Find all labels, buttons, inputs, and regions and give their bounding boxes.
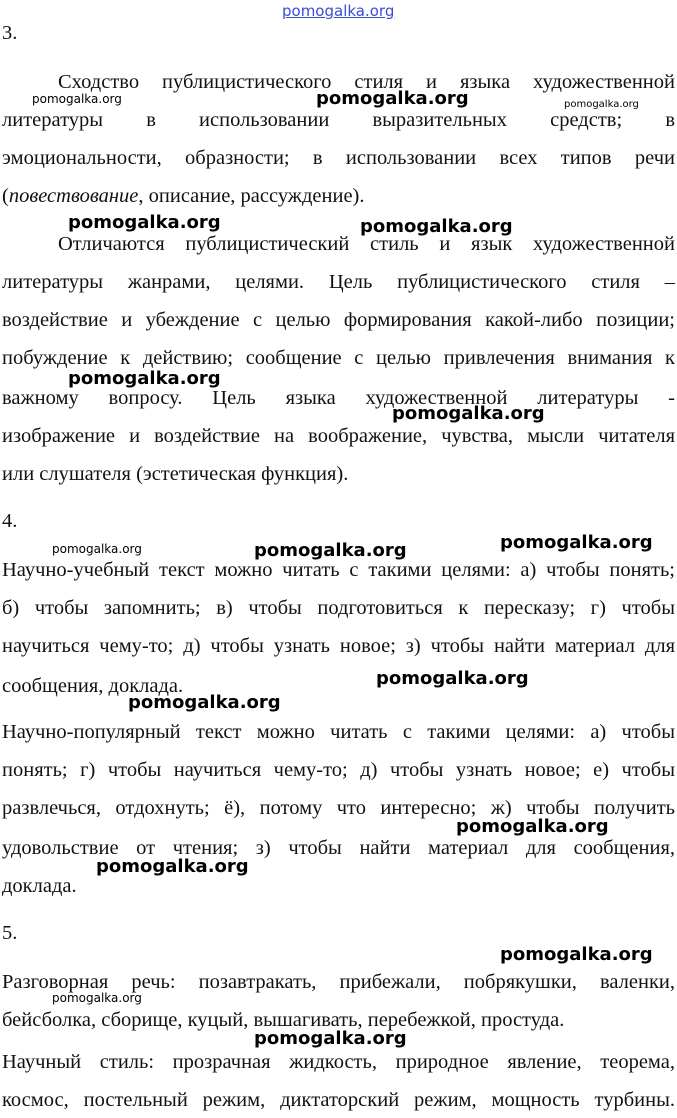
- section-4-number: 4.: [2, 510, 18, 532]
- watermark: pomogalka.org: [456, 816, 609, 837]
- section-4-line-5: Научно-популярный текст можно читать с такими целями: а) чтобы: [2, 721, 675, 743]
- section-3-line-11: или слушателя (эстетическая функция).: [2, 463, 349, 485]
- section-3-line-7: воздействие и убеждение с целью формирования какой-либо позиции;: [2, 309, 675, 331]
- section-3-line-3: эмоциональности, образности; в использовании всех типов речи: [2, 147, 675, 169]
- section-5-line-3: Научный стиль: прозрачная жидкость, природное явление, теорема,: [2, 1051, 675, 1073]
- section-5-number: 5.: [2, 922, 18, 944]
- section-4-line-2: б) чтобы запомнить; в) чтобы подготовиться к пересказу; г) чтобы: [2, 597, 675, 619]
- section-3-line-10: изображение и воздействие на воображение, чувства, мысли читателя: [2, 425, 675, 447]
- section-3-line-2: литературы в использовании выразительных средств; в: [2, 109, 675, 131]
- watermark: pomogalka.org: [500, 944, 653, 965]
- watermark: pomogalka.org: [316, 88, 469, 109]
- watermark: pomogalka.org: [32, 92, 122, 106]
- watermark: pomogalka.org: [68, 368, 221, 389]
- section-5-line-4: космос, постельный режим, диктаторский режим, мощность турбины.: [2, 1089, 675, 1111]
- section-4-line-6: понять; г) чтобы научиться чему-то; д) чтобы узнать новое; е) чтобы: [2, 759, 675, 781]
- watermark-top: pomogalka.org: [282, 2, 395, 20]
- section-4-line-7: развлечься, отдохнуть; ё), потому что интересно; ж) чтобы получить: [2, 797, 675, 819]
- watermark: pomogalka.org: [360, 216, 513, 237]
- watermark: pomogalka.org: [254, 1028, 407, 1049]
- section-4-line-1: Научно-учебный текст можно читать с такими целями: а) чтобы понять;: [2, 559, 675, 581]
- watermark: pomogalka.org: [392, 403, 545, 424]
- section-4-line-4: сообщения, доклада.: [2, 675, 184, 697]
- section-5-line-2: бейсболка, сборище, куцый, вышагивать, перебежкой, простуда.: [2, 1009, 565, 1031]
- section-4-line-3: научиться чему-то; д) чтобы узнать новое; з) чтобы найти материал для: [2, 635, 675, 657]
- watermark: pomogalka.org: [52, 542, 142, 556]
- watermark: pomogalka.org: [96, 856, 249, 877]
- section-4-line-8: удовольствие от чтения; з) чтобы найти материал для сообщения,: [2, 837, 675, 859]
- watermark: pomogalka.org: [128, 692, 281, 713]
- section-3-number: 3.: [2, 22, 18, 44]
- section-4-line-9: доклада.: [2, 875, 77, 897]
- section-3-line-6: литературы жанрами, целями. Цель публицистического стиля –: [2, 271, 675, 293]
- watermark: pomogalka.org: [254, 540, 407, 561]
- section-3-line-1: Сходство публицистического стиля и языка художественной: [58, 71, 675, 93]
- section-3-line-8: побуждение к действию; сообщение с целью привлечения внимания к: [2, 347, 675, 369]
- section-3-line-9: важному вопросу. Цель языка художественной литературы -: [2, 387, 675, 409]
- italic-term: повествование: [8, 185, 139, 207]
- watermark: pomogalka.org: [52, 991, 142, 1005]
- section-5-line-1: Разговорная речь: позавтракать, прибежали, побрякушки, валенки,: [2, 971, 675, 993]
- section-3-line-5: Отличаются публицистический стиль и язык художественной: [58, 233, 675, 255]
- watermark: pomogalka.org: [500, 532, 653, 553]
- watermark: pomogalka.org: [376, 668, 529, 689]
- watermark: pomogalka.org: [68, 212, 221, 233]
- watermark: pomogalka.org: [564, 99, 639, 110]
- section-3-line-4: (повествование, описание, рассуждение).: [2, 185, 365, 207]
